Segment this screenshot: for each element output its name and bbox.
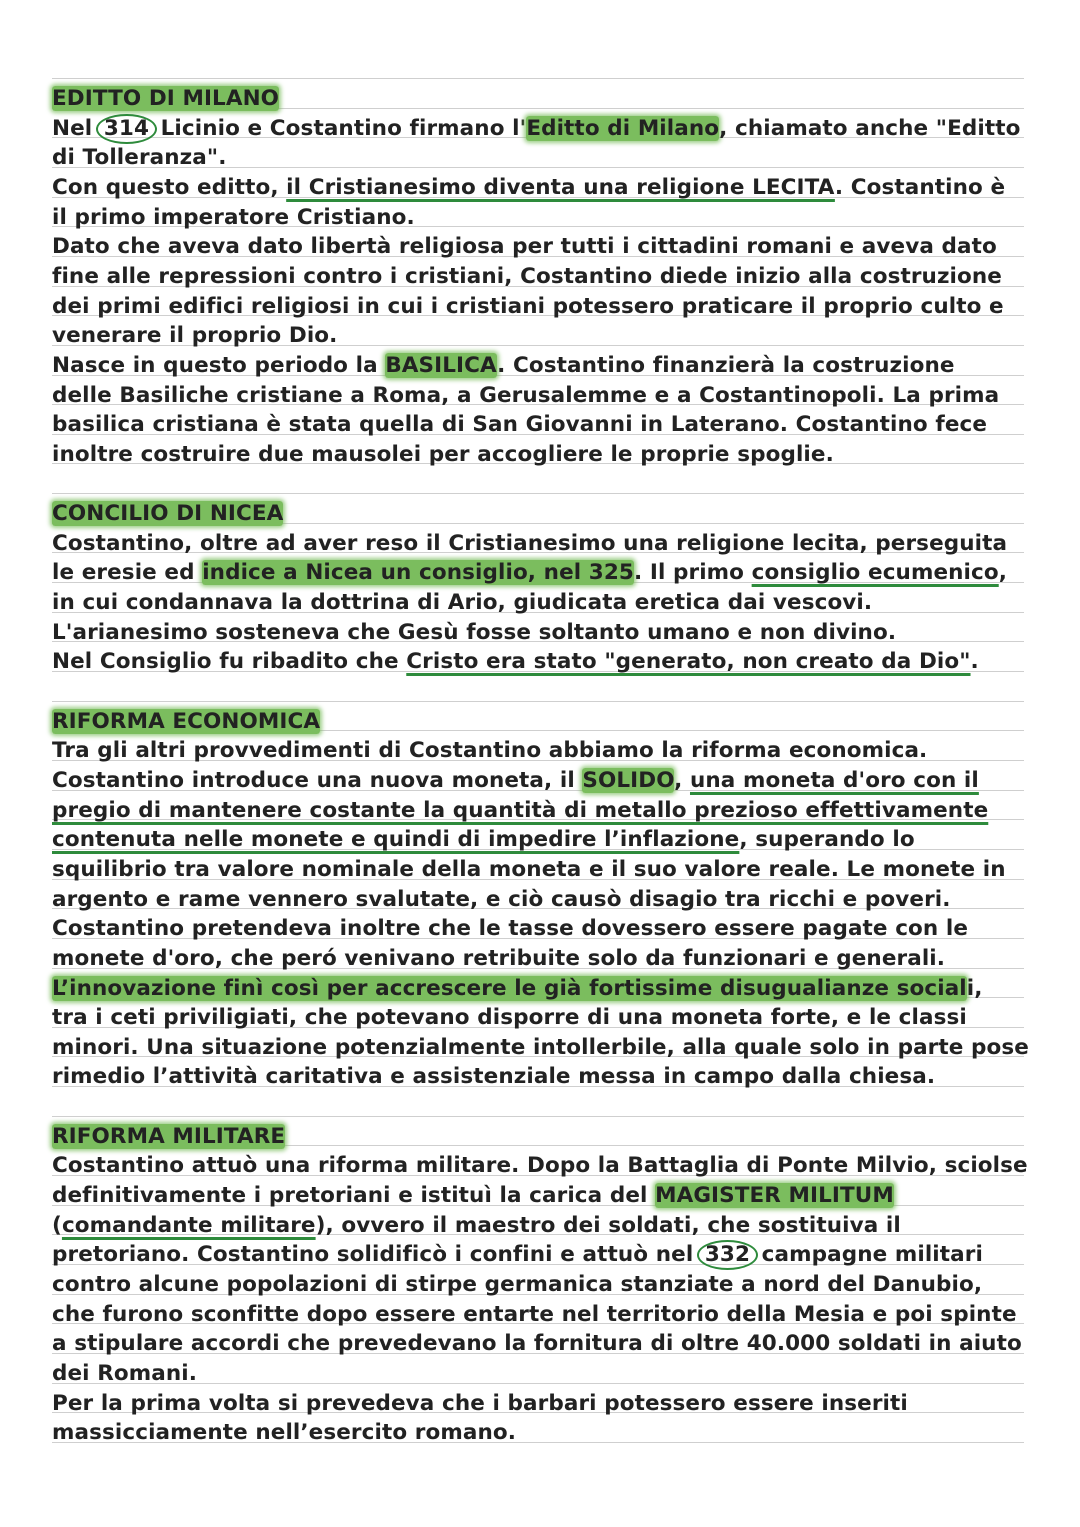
- text-line: [52, 1062, 1032, 1092]
- underlined-text: pregio di mantenere costante la quantità di metallo prezioso effettivamente: [52, 798, 989, 823]
- text-line: [52, 410, 1032, 440]
- text-run: Con questo editto,: [52, 175, 287, 200]
- text-run: Costantino, oltre ad aver reso il Cristianesimo una religione lecita, perseguita: [52, 531, 1008, 556]
- text-line: [52, 914, 1032, 944]
- text-line: [52, 262, 1032, 292]
- underlined-text: contenuta nelle monete e quindi di impedire l’inflazione: [52, 827, 740, 852]
- section-title: CONCILIO DI NICEA: [52, 501, 284, 526]
- text-run: monete d'oro, che peró venivano retribuite solo da funzionari e generali.: [52, 946, 946, 971]
- underlined-text: una moneta d'oro con il: [689, 768, 979, 793]
- text-run: ,: [674, 768, 690, 793]
- text-line: [52, 588, 1032, 618]
- text-run: Per la prima volta si prevedeva che i barbari potessero essere inseriti: [52, 1391, 908, 1416]
- text-line: [52, 143, 1032, 173]
- text-run: squilibrio tra valore nominale della moneta e il suo valore reale. Le monete in: [52, 857, 1006, 882]
- section-title: RIFORMA MILITARE: [52, 1124, 286, 1149]
- text-run: Nel: [52, 116, 100, 141]
- highlighted-text: MAGISTER MILITUM: [655, 1183, 894, 1208]
- text-run: basilica cristiana è stata quella di San Giovanni in Laterano. Costantino fece: [52, 412, 988, 437]
- text-run: Licinio e Costantino firmano l': [153, 116, 527, 141]
- text-run: dei Romani.: [52, 1361, 198, 1386]
- section-title: EDITTO DI MILANO: [52, 86, 280, 111]
- text-line: [52, 1359, 1032, 1389]
- text-line: [52, 1300, 1032, 1330]
- text-run: in cui condannava la dottrina di Ario, giudicata eretica dai vescovi.: [52, 590, 873, 615]
- text-line: [52, 173, 1032, 203]
- text-line: [52, 351, 1032, 381]
- section-title: RIFORMA ECONOMICA: [52, 709, 321, 734]
- text-line: [52, 1329, 1032, 1359]
- text-run: il primo imperatore Cristiano.: [52, 205, 415, 230]
- text-line: [52, 1003, 1032, 1033]
- ruled-line: [52, 1116, 1024, 1117]
- text-line: [52, 232, 1032, 262]
- highlighted-text: Editto di Milano: [526, 116, 720, 141]
- underlined-text: Cristo era stato "generato, non creato da Dio": [406, 649, 971, 674]
- text-line: [52, 292, 1032, 322]
- text-run: .: [970, 649, 979, 674]
- section-heading: [52, 499, 1032, 529]
- highlighted-text: L’innovazione finì così per accrescere le già fortissime disugualianze social: [52, 976, 967, 1001]
- text-run: massicciamente nell’esercito romano.: [52, 1420, 517, 1445]
- text-line: [52, 974, 1032, 1004]
- text-line: [52, 1211, 1032, 1241]
- text-run: . Costantino finanzierà la costruzione: [497, 353, 955, 378]
- text-line: [52, 203, 1032, 233]
- circled-number: 314: [96, 114, 157, 144]
- text-run: di Tolleranza".: [52, 145, 227, 170]
- text-line: [52, 1151, 1032, 1181]
- text-line: [52, 825, 1032, 855]
- text-line: [52, 944, 1032, 974]
- text-line: [52, 855, 1032, 885]
- text-run: Costantino introduce una nuova moneta, il: [52, 768, 583, 793]
- text-run: rimedio l’attività caritativa e assistenziale messa in campo dalla chiesa.: [52, 1064, 936, 1089]
- text-run: L'arianesimo sosteneva che Gesù fosse soltanto umano e non divino.: [52, 620, 897, 645]
- text-run: le eresie ed: [52, 560, 203, 585]
- text-run: . Il primo: [634, 560, 752, 585]
- text-run: argento e rame vennero svalutate, e ciò causò disagio tra ricchi e poveri.: [52, 887, 951, 912]
- underlined-text: il Cristianesimo diventa una religione LECITA: [286, 175, 835, 200]
- highlighted-text: indice a Nicea un consiglio, nel 325: [202, 560, 634, 585]
- text-run: pretoriano. Costantino solidificò i confini e attuò nel: [52, 1242, 701, 1267]
- text-line: [52, 529, 1032, 559]
- text-line: [52, 440, 1032, 470]
- text-run: campagne militari: [754, 1242, 983, 1267]
- text-run: inoltre costruire due mausolei per accogliere le proprie spoglie.: [52, 442, 834, 467]
- text-line: [52, 558, 1032, 588]
- section-heading: [52, 1122, 1032, 1152]
- text-run: , superando lo: [739, 827, 915, 852]
- text-run: , chiamato anche "Editto: [719, 116, 1021, 141]
- text-run: che furono sconfitte dopo essere entarte nel territorio della Mesia e poi spinte: [52, 1302, 1017, 1327]
- text-run: (: [52, 1213, 62, 1238]
- highlighted-text: BASILICA: [385, 353, 498, 378]
- circled-number: 332: [697, 1240, 758, 1270]
- text-run: contro alcune popolazioni di stirpe germanica stanziate a nord del Danubio,: [52, 1272, 983, 1297]
- text-run: dei primi edifici religiosi in cui i cristiani potessero praticare il proprio culto e: [52, 294, 1004, 319]
- text-run: Costantino attuò una riforma militare. Dopo la Battaglia di Ponte Milvio, sciolse: [52, 1153, 1028, 1178]
- text-line: [52, 1240, 1032, 1270]
- text-run: fine alle repressioni contro i cristiani, Costantino diede inizio alla costruzione: [52, 264, 1002, 289]
- text-line: [52, 1270, 1032, 1300]
- text-run: Dato che aveva dato libertà religiosa per tutti i cittadini romani e aveva dato: [52, 234, 997, 259]
- text-line: [52, 1033, 1032, 1063]
- section-heading: [52, 707, 1032, 737]
- text-line: [52, 647, 1032, 677]
- highlighted-text: SOLIDO: [582, 768, 675, 793]
- text-line: [52, 381, 1032, 411]
- text-run: i,: [966, 976, 983, 1001]
- text-run: venerare il proprio Dio.: [52, 323, 338, 348]
- ruled-line: [52, 78, 1024, 79]
- text-run: tra i ceti priviligiati, che potevano disporre di una moneta forte, e le classi: [52, 1005, 967, 1030]
- text-run: Costantino pretendeva inoltre che le tasse dovessero essere pagate con le: [52, 916, 969, 941]
- text-line: [52, 1389, 1032, 1419]
- text-line: [52, 736, 1032, 766]
- text-run: a stipulare accordi che prevedevano la fornitura di oltre 40.000 soldati in aiuto: [52, 1331, 1022, 1356]
- text-line: [52, 618, 1032, 648]
- text-run: . Costantino è: [834, 175, 1006, 200]
- text-run: Nasce in questo periodo la: [52, 353, 386, 378]
- text-run: ,: [998, 560, 1008, 585]
- ruled-line: [52, 701, 1024, 702]
- text-run: Tra gli altri provvedimenti di Costantino abbiamo la riforma economica.: [52, 738, 928, 763]
- text-run: minori. Una situazione potenzialmente intollerbile, alla quale solo in parte pose: [52, 1035, 1029, 1060]
- text-line: [52, 114, 1032, 144]
- text-line: [52, 321, 1032, 351]
- text-run: ), ovvero il maestro dei soldati, che sostituiva il: [315, 1213, 901, 1238]
- text-run: Nel Consiglio fu ribadito che: [52, 649, 407, 674]
- underlined-text: comandante militare: [61, 1213, 316, 1238]
- ruled-line: [52, 493, 1024, 494]
- section-heading: [52, 84, 1032, 114]
- text-line: [52, 796, 1032, 826]
- text-run: delle Basiliche cristiane a Roma, a Gerusalemme e a Costantinopoli. La prima: [52, 383, 1000, 408]
- text-run: definitivamente i pretoriani e istituì la carica del: [52, 1183, 656, 1208]
- underlined-text: consiglio ecumenico: [751, 560, 999, 585]
- text-line: [52, 766, 1032, 796]
- text-line: [52, 885, 1032, 915]
- text-line: [52, 1181, 1032, 1211]
- text-line: [52, 1418, 1032, 1448]
